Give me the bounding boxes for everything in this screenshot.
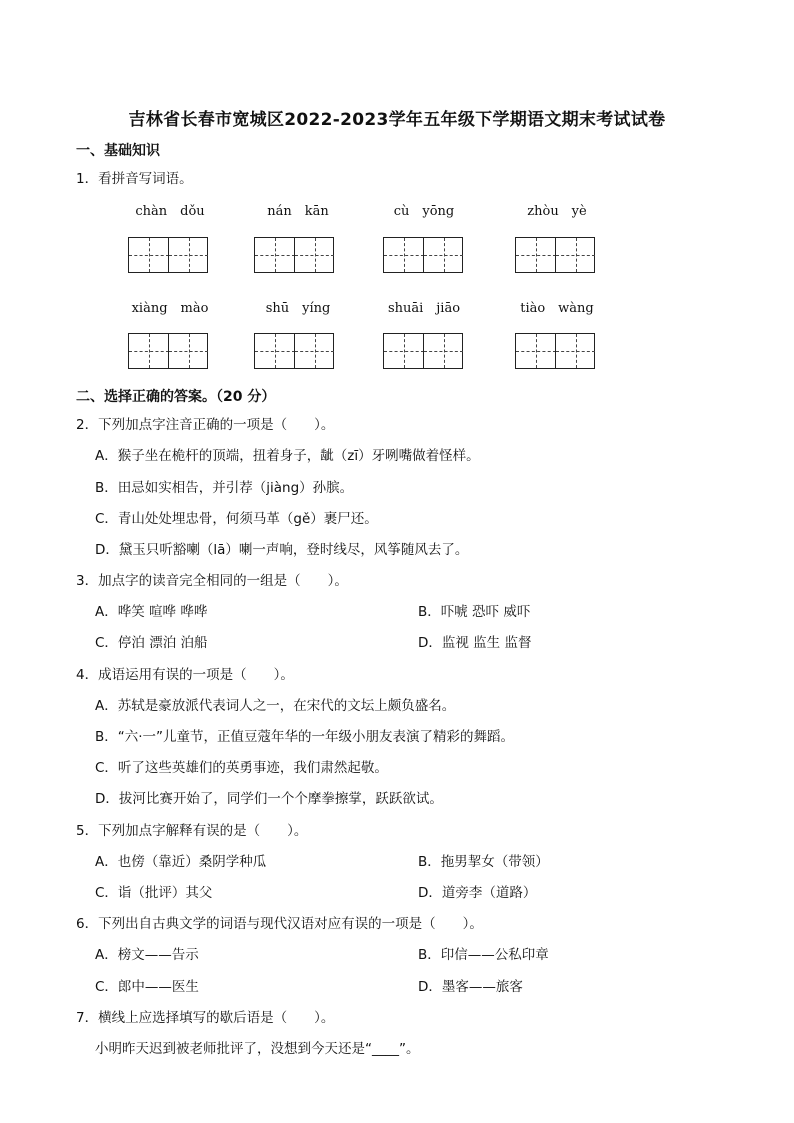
option-c[interactable]: C．听了这些英雄们的英勇事迹，我们肃然起敬。 — [95, 760, 388, 776]
option-d[interactable]: D．黛玉只听豁喇（lā）喇一声响，登时线尽，风筝随风去了。 — [95, 542, 469, 558]
grid-cell[interactable] — [168, 334, 208, 368]
grid-cell[interactable] — [555, 334, 595, 368]
section-heading-choice: 二、选择正确的答案。（20 分） — [76, 389, 276, 405]
pinyin-label: shū yíng — [265, 301, 331, 316]
grid-cell[interactable] — [294, 238, 334, 272]
option-c[interactable]: C．诣（批评）其父 — [95, 885, 213, 901]
grid-cell[interactable] — [294, 334, 334, 368]
option-b[interactable]: B．印信——公私印章 — [418, 947, 549, 963]
option-b[interactable]: B．“六·一”儿童节，正值豆蔻年华的一年级小朋友表演了精彩的舞蹈。 — [95, 729, 515, 745]
question-7-stem: 7．横线上应选择填写的歇后语是（ ）。 — [76, 1010, 335, 1026]
option-a[interactable]: A．也傍（靠近）桑阴学种瓜 — [95, 854, 267, 870]
question-6-stem: 6．下列出自古典文学的词语与现代汉语对应有误的一项是（ ）。 — [76, 916, 483, 932]
option-a[interactable]: A．苏轼是豪放派代表词人之一，在宋代的文坛上颇负盛名。 — [95, 698, 456, 714]
grid-cell[interactable] — [255, 334, 295, 368]
writing-grid[interactable] — [515, 237, 595, 273]
grid-cell[interactable] — [168, 238, 208, 272]
grid-cell[interactable] — [255, 238, 295, 272]
writing-grid[interactable] — [383, 237, 463, 273]
grid-cell[interactable] — [384, 334, 424, 368]
grid-cell[interactable] — [555, 238, 595, 272]
option-c[interactable]: C．郎中——医生 — [95, 979, 199, 995]
writing-grid[interactable] — [515, 333, 595, 369]
option-c[interactable]: C．青山处处埋忠骨，何须马革（gě）裹尸还。 — [95, 511, 378, 527]
grid-cell[interactable] — [516, 334, 556, 368]
option-b[interactable]: B．吓唬 恐吓 威吓 — [418, 604, 531, 620]
option-a[interactable]: A．猴子坐在桅杆的顶端，扭着身子，龇（zī）牙咧嘴做着怪样。 — [95, 448, 480, 464]
grid-cell[interactable] — [384, 238, 424, 272]
question-5-stem: 5．下列加点字解释有误的是（ ）。 — [76, 823, 308, 839]
option-b[interactable]: B．田忌如实相告，并引荐（jiàng）孙膑。 — [95, 480, 354, 496]
writing-grid[interactable] — [383, 333, 463, 369]
page-title: 吉林省长春市宽城区2022-2023学年五年级下学期语文期末考试试卷 — [128, 110, 666, 130]
option-c[interactable]: C．停泊 漂泊 泊船 — [95, 635, 208, 651]
option-a[interactable]: A．哗笑 喧哗 哗哗 — [95, 604, 208, 620]
grid-cell[interactable] — [516, 238, 556, 272]
writing-grid[interactable] — [254, 333, 334, 369]
question-3-stem: 3．加点字的读音完全相同的一组是（ ）。 — [76, 573, 348, 589]
pinyin-label: chàn dǒu — [135, 204, 205, 219]
grid-cell[interactable] — [129, 334, 169, 368]
option-d[interactable]: D．道旁李（道路） — [418, 885, 537, 901]
option-d[interactable]: D．监视 监生 监督 — [418, 635, 532, 651]
writing-grid[interactable] — [254, 237, 334, 273]
writing-grid[interactable] — [128, 333, 208, 369]
pinyin-label: xiàng mào — [131, 301, 209, 316]
pinyin-label: tiào wàng — [520, 301, 594, 316]
section-heading-basic: 一、基础知识 — [76, 143, 160, 159]
option-d[interactable]: D．拔河比赛开始了，同学们一个个摩拳擦掌，跃跃欲试。 — [95, 791, 443, 807]
question-1-stem: 1．看拼音写词语。 — [76, 171, 193, 187]
question-7-sentence: 小明昨天迟到被老师批评了，没想到今天还是“____”。 — [95, 1041, 420, 1057]
option-b[interactable]: B．拖男挈女（带领） — [418, 854, 549, 870]
pinyin-label: zhòu yè — [527, 204, 587, 219]
grid-cell[interactable] — [423, 238, 463, 272]
writing-grid[interactable] — [128, 237, 208, 273]
pinyin-label: nán kān — [267, 204, 329, 219]
question-2-stem: 2．下列加点字注音正确的一项是（ ）。 — [76, 417, 335, 433]
option-a[interactable]: A．榜文——告示 — [95, 947, 199, 963]
grid-cell[interactable] — [129, 238, 169, 272]
question-4-stem: 4．成语运用有误的一项是（ ）。 — [76, 667, 294, 683]
pinyin-label: cù yōng — [393, 204, 455, 219]
option-d[interactable]: D．墨客——旅客 — [418, 979, 523, 995]
pinyin-label: shuāi jiāo — [387, 301, 461, 316]
grid-cell[interactable] — [423, 334, 463, 368]
